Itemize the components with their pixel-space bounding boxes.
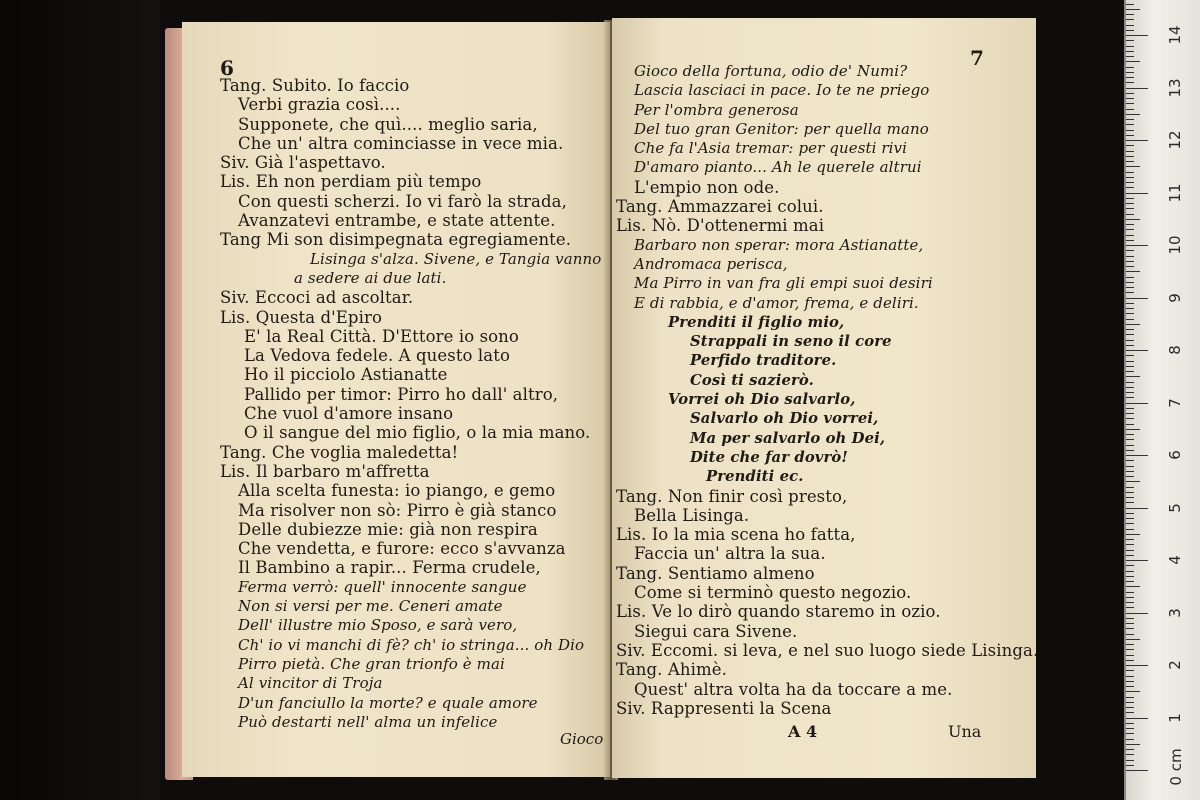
text-line: Pallido per timor: Pirro ho dall' altro, xyxy=(244,384,559,404)
text-line: Che un' altra cominciasse in vece mia. xyxy=(238,133,564,153)
ruler-tick xyxy=(1126,728,1134,729)
text-line: Ch' io vi manchi di fè? ch' io stringa... oh Dio xyxy=(238,635,585,654)
ruler-tick xyxy=(1126,177,1134,178)
text-line: Barbaro non sperar: mora Astianatte, xyxy=(634,235,924,254)
ruler-tick xyxy=(1126,72,1134,73)
ruler-tick xyxy=(1126,240,1134,241)
ruler-tick xyxy=(1126,644,1134,645)
text-line: Dell' illustre mio Sposo, e sarà vero, xyxy=(238,616,518,635)
ruler-tick xyxy=(1126,219,1140,220)
ruler-tick xyxy=(1126,618,1134,619)
text-line: Al vincitor di Troja xyxy=(238,674,383,693)
text-line: Tang. Ahimè. xyxy=(616,660,727,680)
ruler-tick xyxy=(1126,282,1134,283)
text-line: Bella Lisinga. xyxy=(634,505,750,525)
text-line: Verbi grazia così.... xyxy=(238,95,401,115)
ruler-tick xyxy=(1126,35,1148,36)
ruler-tick xyxy=(1126,445,1134,446)
ruler-tick xyxy=(1126,418,1134,419)
ruler-tick xyxy=(1126,25,1134,26)
text-line: Tang. Non finir così presto, xyxy=(616,486,848,506)
ruler-tick xyxy=(1126,723,1134,724)
ruler-tick xyxy=(1126,161,1134,162)
ruler-tick xyxy=(1126,397,1134,398)
text-line: Tang. Sentiamo almeno xyxy=(616,563,815,583)
text-line: Che fa l'Asia tremar: per questi rivi xyxy=(634,139,908,158)
text-line: Non si versi per me. Ceneri amate xyxy=(238,597,503,616)
ruler-tick xyxy=(1126,518,1134,519)
ruler-tick xyxy=(1126,224,1134,225)
ruler-tick xyxy=(1126,670,1134,671)
ruler-tick xyxy=(1126,250,1134,251)
ruler-tick xyxy=(1126,109,1134,110)
ruler-tick xyxy=(1126,261,1134,262)
ruler-tick xyxy=(1126,508,1148,509)
ruler-tick xyxy=(1126,382,1134,383)
ruler-tick xyxy=(1126,277,1134,278)
text-line: D'un fanciullo la morte? e quale amore xyxy=(238,693,538,712)
ruler-tick xyxy=(1126,560,1148,561)
text-line: Delle dubiezze mie: già non respira xyxy=(238,519,538,539)
ruler-tick xyxy=(1126,754,1134,755)
ruler-tick xyxy=(1126,371,1134,372)
measuring-ruler xyxy=(1124,0,1200,800)
ruler-tick xyxy=(1126,492,1134,493)
ruler-tick xyxy=(1126,361,1134,362)
ruler-tick xyxy=(1126,387,1134,388)
ruler-tick xyxy=(1126,334,1134,335)
ruler-tick xyxy=(1126,245,1148,246)
ruler-tick xyxy=(1126,770,1148,771)
ruler-tick xyxy=(1126,376,1140,377)
ruler-tick xyxy=(1126,534,1140,535)
text-line: Alla scelta funesta: io piango, e gemo xyxy=(238,481,556,501)
ruler-tick xyxy=(1126,340,1134,341)
ruler-tick xyxy=(1126,718,1148,719)
ruler-tick xyxy=(1126,355,1134,356)
ruler-number: 3 xyxy=(1166,607,1184,618)
ruler-tick xyxy=(1126,576,1134,577)
text-line: Tang. Subito. Io faccio xyxy=(220,76,410,95)
ruler-tick xyxy=(1126,702,1134,703)
ruler-tick xyxy=(1126,88,1148,89)
text-line: Quest' altra volta ha da toccare a me. xyxy=(634,679,953,699)
text-line: Salvarlo oh Dio vorrei, xyxy=(690,410,879,428)
ruler-tick xyxy=(1126,193,1148,194)
ruler-tick xyxy=(1126,187,1134,188)
ruler-number: 2 xyxy=(1166,660,1184,670)
text-line: Lis. Io la mia scena ho fatta, xyxy=(616,525,856,545)
ruler-number: 4 xyxy=(1166,555,1184,565)
ruler-tick xyxy=(1126,733,1134,734)
text-line: Siegui cara Sivene. xyxy=(634,621,798,641)
ruler-tick xyxy=(1126,324,1140,325)
ruler-tick xyxy=(1126,124,1134,125)
ruler-tick xyxy=(1126,476,1134,477)
ruler-tick xyxy=(1126,9,1140,10)
ruler-tick xyxy=(1126,502,1134,503)
ruler-tick xyxy=(1126,487,1134,488)
ruler-tick xyxy=(1126,571,1134,572)
text-line: Che vendetta, e furore: ecco s'avvanza xyxy=(238,539,566,559)
ruler-tick xyxy=(1126,665,1148,666)
ruler-tick xyxy=(1126,686,1134,687)
ruler-tick xyxy=(1126,403,1148,404)
ruler-tick xyxy=(1126,145,1134,146)
text-line: Lis. Ve lo dirò quando staremo in ozio. xyxy=(616,602,941,622)
ruler-tick xyxy=(1126,392,1134,393)
text-line: Prenditi il figlio mio, xyxy=(668,313,845,331)
text-line: Come si terminò questo negozio. xyxy=(634,583,912,603)
text-line: Lis. Questa d'Epiro xyxy=(220,307,382,327)
ruler-tick xyxy=(1126,744,1140,745)
text-line: Siv. Rappresenti la Scena xyxy=(616,698,832,718)
text-line: O il sangue del mio figlio, o la mia mano. xyxy=(244,423,591,443)
text-line: Avanzatevi entrambe, e state attente. xyxy=(238,211,556,231)
ruler-tick xyxy=(1126,319,1134,320)
ruler-tick xyxy=(1126,77,1134,78)
ruler-number: 13 xyxy=(1166,77,1184,98)
text-line: Tang. Che voglia maledetta! xyxy=(220,442,459,462)
ruler-tick xyxy=(1126,287,1134,288)
ruler-tick xyxy=(1126,292,1134,293)
ruler-tick xyxy=(1126,581,1134,582)
ruler-tick xyxy=(1126,98,1134,99)
ruler-tick xyxy=(1126,623,1134,624)
ruler-tick xyxy=(1126,565,1134,566)
ruler-tick xyxy=(1126,660,1134,661)
ruler-tick xyxy=(1126,697,1134,698)
ruler-tick xyxy=(1126,151,1134,152)
ruler-tick xyxy=(1126,156,1134,157)
text-line: Vorrei oh Dio salvarlo, xyxy=(668,391,856,409)
text-line: La Vedova fedele. A questo lato xyxy=(244,346,511,366)
text-line: Il Bambino a rapir... Ferma crudele, xyxy=(238,558,541,578)
text-line: Può destarti nell' alma un infelice xyxy=(238,712,498,731)
ruler-tick xyxy=(1126,639,1140,640)
text-line: Ho il picciolo Astianatte xyxy=(244,365,448,385)
ruler-tick xyxy=(1126,329,1134,330)
text-line: Supponete, che quì.... meglio saria, xyxy=(238,114,538,134)
text-line: Così ti sazierò. xyxy=(690,371,814,389)
text-line: Andromaca perisca, xyxy=(634,254,788,273)
ruler-tick xyxy=(1126,61,1140,62)
ruler-tick xyxy=(1126,14,1134,15)
ruler-tick xyxy=(1126,466,1134,467)
text-line: Ma risolver non sò: Pirro è già stanco xyxy=(238,500,557,520)
signature-mark: A 4 xyxy=(788,722,818,741)
ruler-tick xyxy=(1126,140,1148,141)
left-page xyxy=(182,22,610,777)
text-line: Lis. Il barbaro m'affretta xyxy=(220,461,430,481)
left-catchword: Gioco xyxy=(560,730,604,748)
text-line: L'empio non ode. xyxy=(634,177,780,197)
ruler-tick xyxy=(1126,460,1134,461)
ruler-tick xyxy=(1126,429,1140,430)
ruler-tick xyxy=(1126,613,1148,614)
ruler-number: 11 xyxy=(1166,182,1184,203)
ruler-tick xyxy=(1126,93,1134,94)
ruler-tick xyxy=(1126,471,1134,472)
text-line: Lisinga s'alza. Sivene, e Tangia vanno xyxy=(310,249,602,268)
ruler-tick xyxy=(1126,172,1134,173)
text-line: Lis. Eh non perdiam più tempo xyxy=(220,172,482,192)
text-line: a sedere ai due lati. xyxy=(294,268,447,287)
ruler-number: 7 xyxy=(1166,397,1184,408)
ruler-tick xyxy=(1126,439,1134,440)
ruler-tick xyxy=(1126,765,1134,766)
ruler-tick xyxy=(1126,424,1134,425)
text-line: Dite che far dovrò! xyxy=(690,448,848,466)
ruler-tick xyxy=(1126,130,1134,131)
text-line: E' la Real Città. D'Ettore io sono xyxy=(244,326,519,346)
ruler-tick xyxy=(1126,214,1134,215)
text-line: Ma per salvarlo oh Dei, xyxy=(690,429,886,447)
ruler-tick xyxy=(1126,67,1134,68)
ruler-tick xyxy=(1126,19,1134,20)
ruler-tick xyxy=(1126,30,1134,31)
left-page-number: 6 xyxy=(220,56,234,80)
ruler-tick xyxy=(1126,350,1148,351)
ruler-tick xyxy=(1126,739,1134,740)
ruler-tick xyxy=(1126,119,1134,120)
ruler-tick xyxy=(1126,592,1134,593)
ruler-tick xyxy=(1126,182,1134,183)
ruler-tick xyxy=(1126,256,1134,257)
ruler-tick xyxy=(1126,303,1134,304)
ruler-number: 1 xyxy=(1166,712,1184,723)
ruler-tick xyxy=(1126,4,1134,5)
ruler-tick xyxy=(1126,607,1134,608)
right-page xyxy=(612,18,1039,778)
ruler-tick xyxy=(1126,481,1140,482)
ruler-tick xyxy=(1126,455,1148,456)
right-page-number: 7 xyxy=(970,46,984,70)
right-page-text xyxy=(616,62,1038,718)
left-page-text xyxy=(220,76,601,732)
right-catchword: Una xyxy=(948,722,982,741)
ruler-tick xyxy=(1126,550,1134,551)
ruler-tick xyxy=(1126,40,1134,41)
text-line: Siv. Eccomi. si leva, e nel suo luogo siede Lisinga. xyxy=(616,640,1039,660)
ruler-tick xyxy=(1126,712,1134,713)
ruler-tick xyxy=(1126,634,1134,635)
ruler-tick xyxy=(1126,114,1140,115)
text-line: Del tuo gran Genitor: per quella mano xyxy=(634,119,929,138)
ruler-tick xyxy=(1126,539,1134,540)
ruler-tick xyxy=(1126,513,1134,514)
ruler-tick xyxy=(1126,56,1134,57)
ruler-tick xyxy=(1126,408,1134,409)
ruler-tick xyxy=(1126,707,1134,708)
ruler-number: 9 xyxy=(1166,292,1184,303)
text-line: Lis. Nò. D'ottenermi mai xyxy=(616,216,825,236)
ruler-tick xyxy=(1126,649,1134,650)
ruler-tick xyxy=(1126,208,1134,209)
text-line: Per l'ombra generosa xyxy=(634,100,799,119)
text-line: Tang. Ammazzarei colui. xyxy=(616,197,824,217)
ruler-tick xyxy=(1126,523,1134,524)
ruler-tick xyxy=(1126,544,1134,545)
ruler-tick xyxy=(1126,82,1134,83)
ruler-unit-label: 0 cm xyxy=(1167,748,1185,786)
ruler-tick xyxy=(1126,749,1134,750)
ruler-tick xyxy=(1126,555,1134,556)
text-line: Prenditi ec. xyxy=(706,468,804,486)
ruler-tick xyxy=(1126,529,1134,530)
ruler-tick xyxy=(1126,434,1134,435)
ruler-tick xyxy=(1126,271,1140,272)
text-line: Ferma verrò: quell' innocente sangue xyxy=(238,577,527,596)
ruler-tick xyxy=(1126,345,1134,346)
ruler-tick xyxy=(1126,760,1134,761)
ruler-tick xyxy=(1126,266,1134,267)
ruler-tick xyxy=(1126,628,1134,629)
ruler-number: 10 xyxy=(1166,235,1184,255)
text-line: E di rabbia, e d'amor, frema, e deliri. xyxy=(634,293,919,312)
ruler-tick xyxy=(1126,103,1134,104)
ruler-tick xyxy=(1126,308,1134,309)
ruler-tick xyxy=(1126,229,1134,230)
text-line: Perfido traditore. xyxy=(690,352,837,370)
ruler-number: 8 xyxy=(1166,345,1184,355)
text-line: Siv. Eccoci ad ascoltar. xyxy=(220,288,414,308)
text-line: Con questi scherzi. Io vi farò la strada, xyxy=(238,191,567,211)
ruler-number: 6 xyxy=(1166,450,1184,460)
ruler-tick xyxy=(1126,691,1140,692)
ruler-tick xyxy=(1126,366,1134,367)
ruler-tick xyxy=(1126,681,1134,682)
ruler-tick xyxy=(1126,676,1134,677)
ruler-tick xyxy=(1126,203,1134,204)
ruler-tick xyxy=(1126,51,1134,52)
ruler-tick xyxy=(1126,235,1134,236)
text-line: Pirro pietà. Che gran trionfo è mai xyxy=(238,654,505,673)
ruler-tick xyxy=(1126,497,1134,498)
text-line: Tang Mi son disimpegnata egregiamente. xyxy=(220,230,572,250)
ruler-tick xyxy=(1126,298,1148,299)
ruler-number: 12 xyxy=(1166,130,1184,150)
text-line: Che vuol d'amore insano xyxy=(244,404,454,424)
background-shadow xyxy=(0,0,160,800)
ruler-tick xyxy=(1126,46,1134,47)
ruler-tick xyxy=(1126,135,1134,136)
text-line: Siv. Già l'aspettavo. xyxy=(220,153,386,173)
ruler-tick xyxy=(1126,313,1134,314)
ruler-tick xyxy=(1126,166,1140,167)
ruler-tick xyxy=(1126,602,1134,603)
ruler-tick xyxy=(1126,597,1134,598)
ruler-tick xyxy=(1126,586,1140,587)
ruler-tick xyxy=(1126,413,1134,414)
text-line: Faccia un' altra la sua. xyxy=(634,544,826,564)
ruler-tick xyxy=(1126,450,1134,451)
text-line: Ma Pirro in van fra gli empi suoi desiri xyxy=(634,274,933,293)
ruler-tick xyxy=(1126,198,1134,199)
ruler-number: 5 xyxy=(1166,502,1184,513)
ruler-tick xyxy=(1126,655,1134,656)
text-line: D'amaro pianto... Ah le querele altrui xyxy=(634,158,922,177)
text-line: Lascia lasciaci in pace. Io te ne priego xyxy=(634,81,930,100)
text-line: Gioco della fortuna, odio de' Numi? xyxy=(634,62,908,80)
ruler-number: 14 xyxy=(1166,25,1184,45)
text-line: Strappali in seno il core xyxy=(690,333,892,351)
